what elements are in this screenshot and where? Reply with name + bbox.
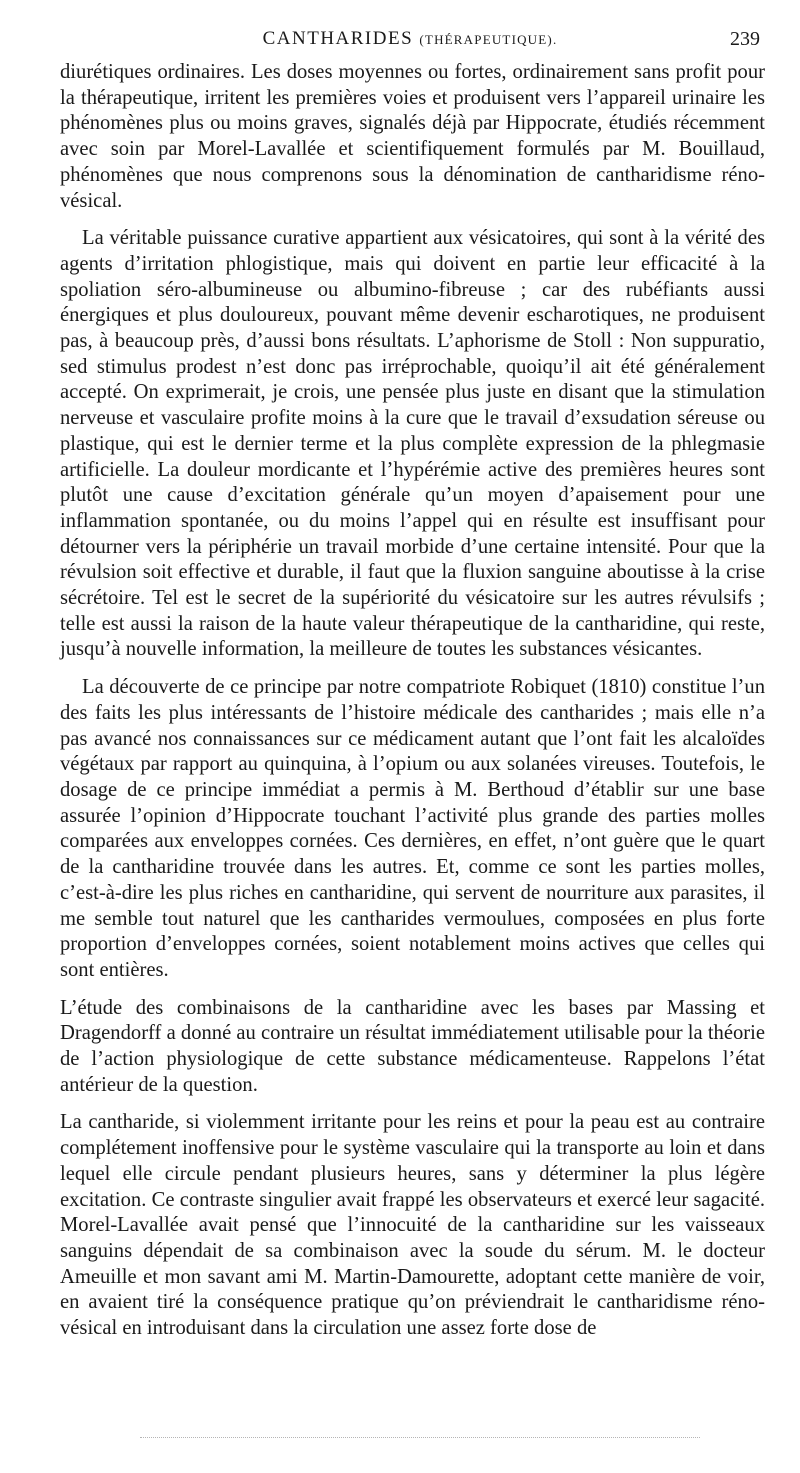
header-title [60, 28, 760, 50]
body-text [60, 60, 765, 1354]
paragraph-2: La véritable puissance curative appartient aux vésicatoires, qui sont à la vérité des agents d’irritation phlogistique, mais qui doivent en partie leur efficacité à la spoliation séro-albumineuse ou albumino-fibreuse ; car des rubéfiants aussi énergiques et plus douloureux, pouvant même devenir escharotiques, ne produisent pas, à beaucoup près, d’aussi bons résultats. L’aphorisme de Stoll : Non suppuratio, sed stimulus prodest n’est donc pas irréprochable, quoiqu’il ait été généralement accepté. On exprimerait, je crois, une pensée plus juste en disant que la stimulation nerveuse et vasculaire profite moins à la cure que le travail d’exsudation séreuse ou plastique, qui est le dernier terme et la plus complète expression de la phlegmasie artificielle. La douleur mordicante et l’hypérémie active des premières heures sont plutôt une cause d’excitation générale qu’un moyen d’apaisement pour une inflammation spontanée, ou du moins l’appel qui en résulte est insuffisant pour détourner vers la périphérie un travail morbide d’une certaine intensité. Pour que la révulsion soit effective et durable, il faut que la fluxion sanguine aboutisse à la crise sécrétoire. Tel est le secret de la supériorité du vésicatoire sur les autres révulsifs ; telle est aussi la raison de la haute valeur thérapeutique de la cantharidine, qui reste, jusqu’à nouvelle information, la meilleure de toutes les substances vésicantes. [60, 227, 765, 661]
page-number: 239 [730, 28, 760, 50]
paragraph-5: La cantharide, si violemment irritante pour les reins et pour la peau est au contraire complétement inoffensive pour le système vasculaire qui la transporte au loin et dans lequel elle circule pendant plusieurs heures, sans y déterminer la plus légère excitation. Ce contraste singulier avait frappé les observateurs et exercé leur sagacité. Morel-Lavallée avait pensé que l’innocuité de la cantharidine sur les vaisseaux sanguins dépendait de sa combinaison avec la soude du sérum. M. le docteur Ameuille et mon savant ami M. Martin-Damourette, adoptant cette manière de voir, en avaient tiré la conséquence pratique qu’on préviendrait le cantharidisme réno-vésical en introduisant dans la circulation une assez forte dose de [60, 1111, 765, 1340]
paragraph-1: diurétiques ordinaires. Les doses moyennes ou fortes, ordinairement sans profit pour la thérapeutique, irritent les premières voies et produisent vers l’appareil urinaire les phénomènes plus ou moins graves, signalés déjà par Hippocrate, étudiés récemment avec soin par Morel-Lavallée et scientifiquement formulés par M. Bouillaud, phénomènes que nous comprenons sous la dénomination de cantharidisme réno-vésical. [60, 61, 765, 212]
paragraph-3: La découverte de ce principe par notre compatriote Robiquet (1810) constitue l’un des faits les plus intéressants de l’histoire médicale des cantharides ; mais elle n’a pas avancé nos connaissances sur ce médicament autant que l’ont fait les alcaloïdes végétaux par rapport au quinquina, à l’opium ou aux solanées vireuses. Toutefois, le dosage de ce principe immédiat a permis à M. Berthoud d’établir sur une base assurée l’opinion d’Hippocrate touchant l’activité plus grande des parties molles comparées aux enveloppes cornées. Ces dernières, en effet, n’ont guère que le quart de la cantharidine trouvée dans les autres. Et, comme ce sont les parties molles, c’est-à-dire les plus riches en cantharidine, qui servent de nourriture aux parasites, il me semble tout naturel que les cantharides vermoulues, composées en plus forte proportion d’enveloppes cornées, soient notablement moins actives que celles qui sont entières. [60, 676, 765, 981]
footer-rule [140, 1437, 700, 1442]
paragraph-4: L’étude des combinaisons de la cantharidine avec les bases par Massing et Dragendorff a donné au contraire un résultat immédiatement utilisable pour la théorie de l’action physiologique de cette substance médicamenteuse. Rappelons l’état antérieur de la question. [60, 996, 765, 1096]
header-subtitle: (THÉRAPEUTIQUE). [419, 32, 558, 47]
header-title-text: CANTHARIDES [262, 28, 414, 49]
running-header [60, 28, 760, 58]
